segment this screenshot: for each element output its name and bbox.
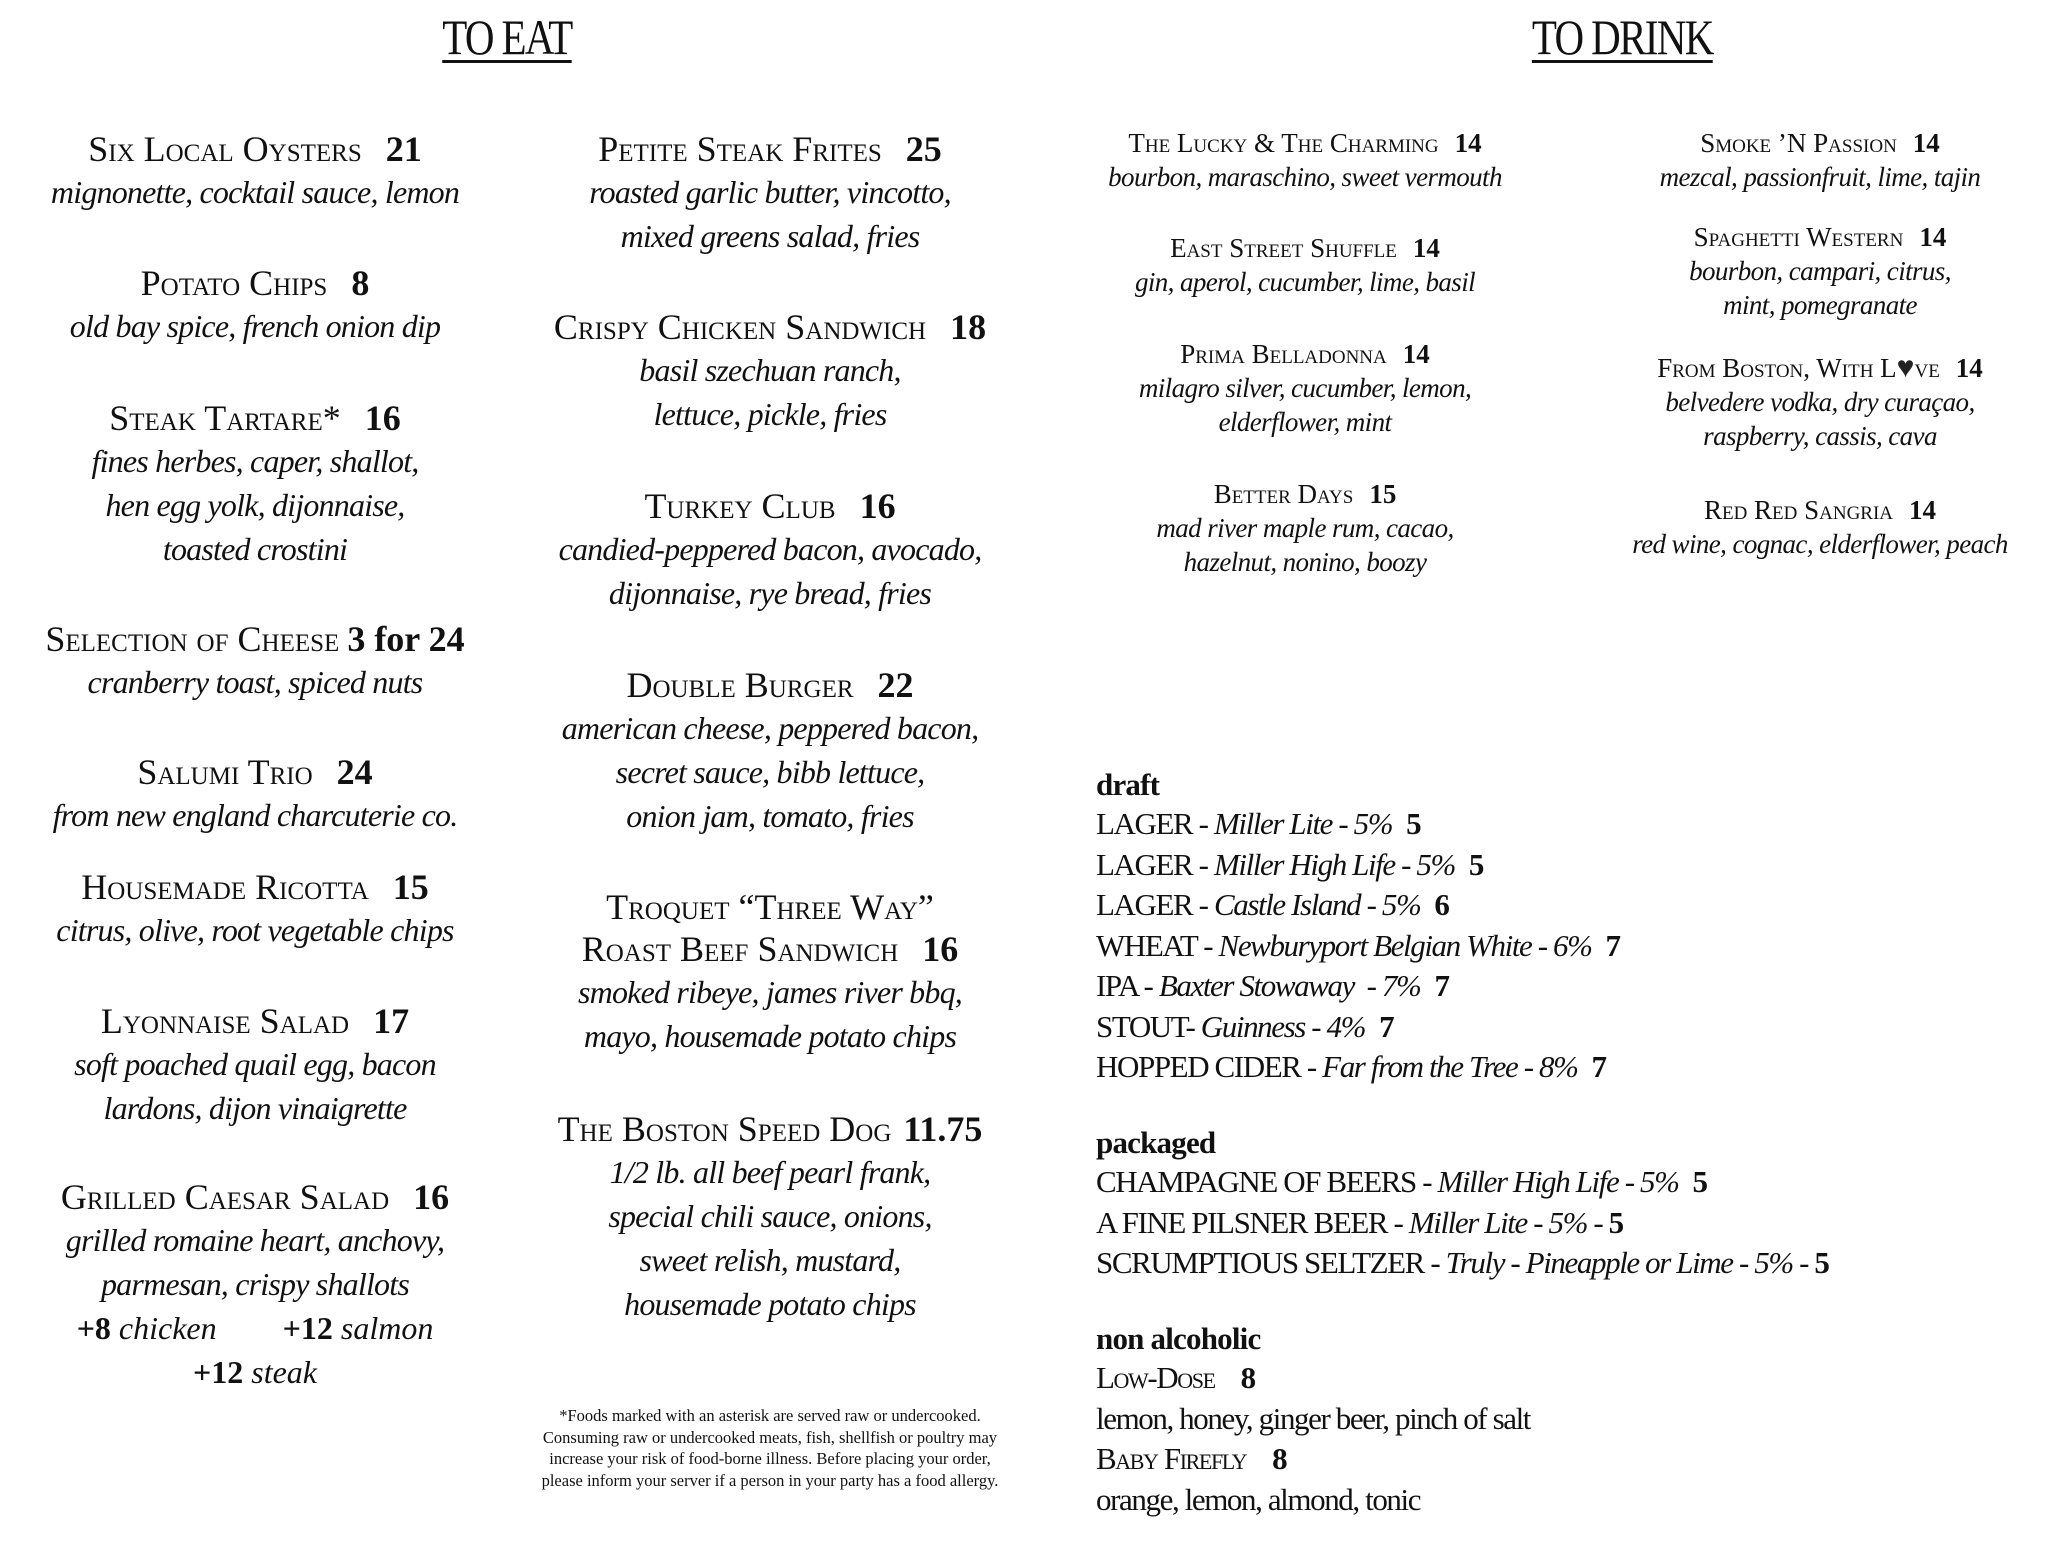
beer-row: WHEAT - Newburyport Belgian White - 6% 7: [1096, 927, 1620, 963]
item-description: secret sauce, bibb lettuce,: [615, 754, 925, 790]
item-price: 16: [364, 398, 401, 438]
item-description: basil szechuan ranch,: [639, 352, 901, 388]
cocktail-description: elderflower, mint: [1218, 407, 1392, 437]
na-item: Baby Firefly 8: [1096, 1441, 1287, 1476]
draft-section: [1096, 766, 1620, 1088]
item-name: The Boston Speed Dog: [557, 1109, 892, 1149]
item-description: mixed greens salad, fries: [620, 218, 920, 254]
beer-row: STOUT- Guinness - 4% 7: [1096, 1008, 1394, 1044]
allergy-disclaimer: *Foods marked with an asterisk are served raw or undercooked. Consuming raw or undercooked meats, fish, shellfish or poultry may increase your risk of food-borne illness. Before placing your order, please inform your server if a person in your party has a food allergy.: [541, 1406, 999, 1490]
item-description: soft poached quail egg, bacon: [74, 1046, 436, 1082]
item-description: hen egg yolk, dijonnaise,: [105, 487, 405, 523]
menu-item: [0, 128, 510, 214]
na-description: orange, lemon, almond, tonic: [1096, 1481, 1421, 1517]
addon-item: salmon: [340, 1310, 434, 1346]
item-description: mayo, housemade potato chips: [583, 1018, 957, 1054]
cocktail-description: belvedere vodka, dry curaçao,: [1665, 387, 1975, 417]
cocktail-price: 14: [1454, 128, 1482, 158]
item-price: 16: [413, 1177, 450, 1217]
cocktail-name: Better Days: [1213, 479, 1354, 509]
section-title: non alcoholic: [1096, 1321, 1261, 1356]
cocktail-item: [1085, 337, 1525, 439]
menu-item: [0, 751, 510, 837]
cocktail-item: [1600, 351, 2040, 453]
cocktail-item: [1600, 220, 2040, 322]
item-price: 16: [922, 929, 959, 969]
item-price: 24: [336, 752, 373, 792]
item-description: old bay spice, french onion dip: [69, 308, 441, 344]
beer-row: LAGER - Miller High Life - 5% 5: [1096, 846, 1484, 882]
beer-row: HOPPED CIDER - Far from the Tree - 8% 7: [1096, 1049, 1606, 1084]
cocktail-name: East Street Shuffle: [1170, 233, 1397, 263]
item-price: 18: [950, 307, 987, 347]
cocktail-price: 14: [1955, 353, 1983, 383]
to-drink-heading: TO DRINK: [1531, 9, 1713, 65]
cocktail-name: Prima Belladonna: [1180, 339, 1387, 369]
item-name: Six Local Oysters: [88, 129, 362, 169]
item-description: dijonnaise, rye bread, fries: [608, 575, 932, 611]
cocktail-name: Spaghetti Western: [1693, 222, 1904, 252]
section-title: packaged: [1096, 1125, 1216, 1160]
item-price: 22: [877, 665, 914, 705]
cocktail-name: Smoke ’N Passion: [1700, 128, 1897, 158]
menu-item: [530, 485, 1010, 615]
cocktail-item: [1600, 126, 2040, 194]
beer-price: 5: [1692, 1164, 1707, 1199]
packaged-section: [1096, 1124, 1829, 1284]
menu-item: [0, 618, 510, 704]
cocktail-description: hazelnut, nonino, boozy: [1183, 547, 1427, 577]
item-description: from new england charcuterie co.: [52, 797, 458, 833]
item-name: Lyonnaise Salad: [100, 1001, 350, 1041]
cocktail-price: 14: [1912, 128, 1940, 158]
item-name: Housemade Ricotta: [81, 867, 369, 907]
item-price: 25: [905, 129, 942, 169]
cocktail-item: [1085, 477, 1525, 579]
cocktail-description: bourbon, maraschino, sweet vermouth: [1108, 162, 1502, 192]
beer-price: 5: [1608, 1204, 1623, 1240]
cocktail-description: mint, pomegranate: [1723, 290, 1917, 320]
item-description: grilled romaine heart, anchovy,: [65, 1222, 445, 1258]
menu-item: [0, 1000, 510, 1130]
cocktail-price: 14: [1402, 339, 1430, 369]
item-description: mignonette, cocktail sauce, lemon: [50, 174, 460, 210]
addon-item: steak: [251, 1354, 317, 1390]
non-alcoholic-section: [1096, 1320, 1530, 1520]
beer-price: 5: [1468, 846, 1484, 882]
item-name: Double Burger: [626, 665, 854, 705]
item-name: Steak Tartare*: [109, 398, 341, 438]
item-description: toasted crostini: [162, 531, 348, 567]
item-description: sweet relish, mustard,: [639, 1242, 901, 1278]
cocktail-description: gin, aperol, cucumber, lime, basil: [1134, 267, 1476, 297]
addon-item: chicken: [118, 1310, 217, 1346]
item-description: american cheese, peppered bacon,: [561, 710, 979, 746]
menu-item: [0, 262, 510, 348]
beer-price: 7: [1434, 968, 1449, 1003]
item-name: Turkey Club: [644, 486, 836, 526]
beer-row: A FINE PILSNER BEER - Miller Lite - 5% - 5: [1096, 1204, 1623, 1240]
item-name: Salumi Trio: [137, 752, 313, 792]
item-description: 1/2 lb. all beef pearl frank,: [609, 1154, 931, 1190]
menu-item: [530, 128, 1010, 258]
item-description: smoked ribeye, james river bbq,: [578, 974, 962, 1010]
na-price: 8: [1272, 1441, 1287, 1476]
heart-icon: ♥: [1896, 351, 1915, 384]
beer-row: LAGER - Miller Lite - 5% 5: [1096, 806, 1421, 841]
cocktail-description: bourbon, campari, citrus,: [1689, 256, 1951, 286]
cocktail-description: mezcal, passionfruit, lime, tajin: [1659, 162, 1981, 192]
menu-item: [530, 306, 1010, 436]
addon-price: +12: [193, 1354, 244, 1390]
addon-price: +8: [76, 1310, 111, 1346]
cocktail-item: [1085, 126, 1525, 194]
cocktail-price: 14: [1919, 222, 1947, 252]
item-description: cranberry toast, spiced nuts: [87, 664, 423, 700]
section-title: draft: [1096, 767, 1160, 802]
item-description: lettuce, pickle, fries: [653, 396, 887, 432]
beer-price: 7: [1591, 1049, 1606, 1084]
cocktail-description: raspberry, cassis, cava: [1703, 421, 1937, 451]
item-price: 16: [859, 486, 896, 526]
beer-price: 7: [1605, 927, 1620, 963]
cocktail-description: mad river maple rum, cacao,: [1156, 513, 1454, 543]
item-name: Roast Beef Sandwich: [581, 929, 899, 969]
item-name: Selection of Cheese: [45, 619, 340, 659]
item-description: citrus, olive, root vegetable chips: [56, 912, 454, 948]
cocktail-name: The Lucky & The Charming: [1128, 128, 1439, 158]
menu-item: [0, 1176, 510, 1394]
cocktail-name: From Boston, With L♥ve: [1657, 351, 1940, 384]
menu-item: [0, 397, 510, 571]
item-description: fines herbes, caper, shallot,: [91, 443, 419, 479]
item-name: Crispy Chicken Sandwich: [553, 307, 927, 347]
cocktail-price: 15: [1369, 479, 1397, 509]
item-price: 11.75: [903, 1109, 983, 1149]
item-price: 3 for 24: [347, 619, 465, 659]
na-item: Low-Dose 8: [1096, 1360, 1255, 1395]
menu-item: [530, 664, 1010, 838]
item-name-line1: Troquet “Three Way”: [606, 887, 934, 927]
menu-item: [0, 866, 510, 952]
item-description: roasted garlic butter, vincotto,: [589, 174, 951, 210]
beer-price: 5: [1814, 1245, 1829, 1280]
beer-row: LAGER - Castle Island - 5% 6: [1096, 887, 1449, 922]
item-price: 17: [373, 1001, 410, 1041]
menu-item: [530, 886, 1010, 1058]
item-price: 8: [351, 263, 370, 303]
item-name: Potato Chips: [140, 263, 328, 303]
addon-price: +12: [282, 1310, 333, 1346]
beer-price: 7: [1379, 1008, 1394, 1044]
item-price: 21: [385, 129, 422, 169]
cocktail-item: [1600, 493, 2040, 561]
beer-price: 6: [1434, 887, 1449, 922]
item-description: lardons, dijon vinaigrette: [103, 1090, 407, 1126]
na-description: lemon, honey, ginger beer, pinch of salt: [1096, 1400, 1531, 1436]
beer-row: SCRUMPTIOUS SELTZER - Truly - Pineapple or Lime - 5% - 5: [1096, 1245, 1829, 1280]
item-description: parmesan, crispy shallots: [100, 1266, 409, 1302]
beer-row: CHAMPAGNE OF BEERS - Miller High Life - 5% 5: [1096, 1164, 1707, 1199]
cocktail-item: [1085, 231, 1525, 299]
addon-options: [0, 1306, 510, 1394]
cocktail-price: 14: [1412, 233, 1440, 263]
cocktail-price: 14: [1909, 495, 1937, 525]
cocktail-name: Red Red Sangria: [1703, 495, 1894, 525]
na-price: 8: [1240, 1360, 1255, 1395]
item-description: housemade potato chips: [624, 1286, 916, 1322]
menu-item: [530, 1108, 1010, 1326]
item-description: candied-peppered bacon, avocado,: [558, 531, 982, 567]
cocktail-description: red wine, cognac, elderflower, peach: [1632, 529, 2008, 559]
cocktail-description: milagro silver, cucumber, lemon,: [1138, 373, 1472, 403]
item-name: Petite Steak Frites: [598, 129, 882, 169]
to-eat-heading: TO EAT: [442, 9, 572, 65]
item-description: special chili sauce, onions,: [608, 1198, 932, 1234]
beer-price: 5: [1406, 806, 1421, 841]
item-price: 15: [392, 867, 429, 907]
item-name: Grilled Caesar Salad: [60, 1177, 390, 1217]
beer-row: IPA - Baxter Stowaway - 7% 7: [1096, 968, 1449, 1003]
item-description: onion jam, tomato, fries: [626, 798, 914, 834]
